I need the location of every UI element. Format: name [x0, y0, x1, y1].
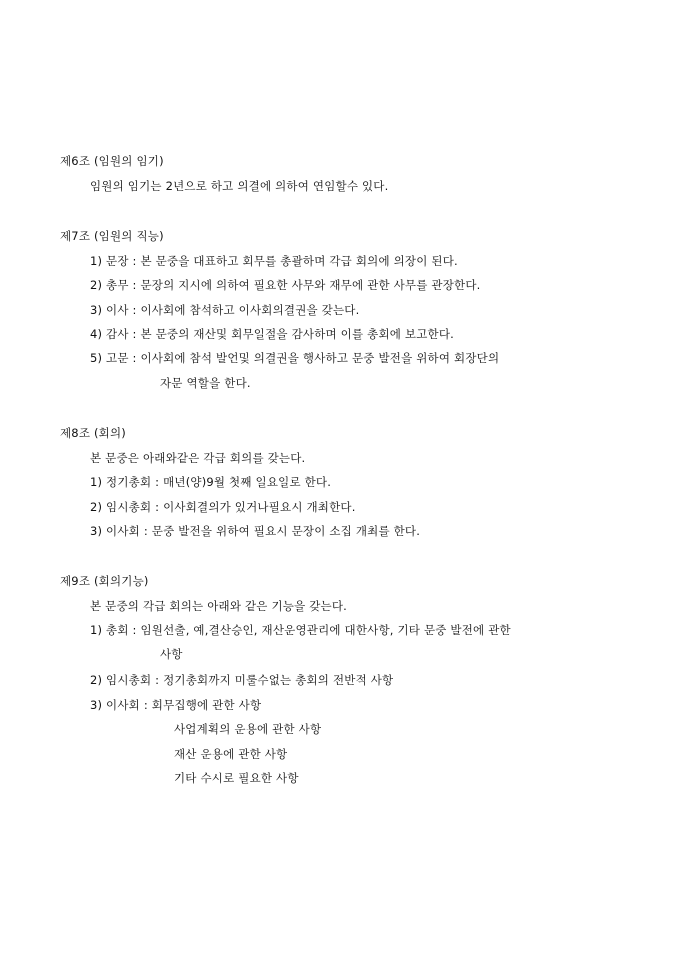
article-9-item-3-sub-3: 기타 수시로 필요한 사항: [174, 771, 299, 785]
article-9-intro: 본 문중의 각급 회의는 아래와 같은 기능을 갖는다.: [90, 599, 348, 613]
article-9-item-1-continuation: 사항: [160, 647, 183, 661]
article-7-item-5-continuation: 자문 역할을 한다.: [160, 376, 251, 390]
article-9-item-3: 3) 이사회 : 회무집행에 관한 사항: [90, 698, 262, 712]
article-7-item-2: 2) 총무 : 문장의 지시에 의하여 필요한 사무와 재무에 관한 사무를 관장한다.: [90, 278, 481, 292]
article-7-item-3: 3) 이사 : 이사회에 참석하고 이사회의결권을 갖는다.: [90, 303, 360, 317]
article-8-intro: 본 문중은 아래와같은 각급 회의를 갖는다.: [90, 451, 306, 465]
article-7-item-1: 1) 문장 : 본 문중을 대표하고 회무를 총괄하며 각급 회의에 의장이 된다.: [90, 254, 458, 268]
article-9-heading: 제9조 (회의기능): [60, 574, 149, 588]
article-9-item-3-sub-2: 재산 운용에 관한 사항: [174, 747, 288, 761]
article-8-item-1: 1) 정기총회 : 매년(양)9월 첫째 일요일로 한다.: [90, 475, 332, 489]
article-9-item-2: 2) 임시총회 : 정기총회까지 미룰수없는 총회의 전반적 사항: [90, 673, 394, 687]
article-7-item-5: 5) 고문 : 이사회에 참석 발언및 의결권을 행사하고 문중 발전을 위하여 회장단의: [90, 351, 500, 365]
article-7-item-4: 4) 감사 : 본 문중의 재산및 회무일절을 감사하며 이를 총회에 보고한다.: [90, 327, 455, 341]
article-6-text: 임원의 임기는 2년으로 하고 의결에 의하여 연임할수 있다.: [90, 179, 389, 193]
article-6-heading: 제6조 (임원의 임기): [60, 154, 164, 168]
article-9-item-1: 1) 총회 : 임원선출, 예,결산승인, 재산운영관리에 대한사항, 기타 문중 발전에 관한: [90, 623, 511, 637]
article-8-item-2: 2) 임시총회 : 이사회결의가 있거나필요시 개최한다.: [90, 500, 356, 514]
article-7-heading: 제7조 (임원의 직능): [60, 229, 164, 243]
article-8-heading: 제8조 (회의): [60, 426, 126, 440]
article-8-item-3: 3) 이사회 : 문중 발전을 위하여 필요시 문장이 소집 개최를 한다.: [90, 524, 421, 538]
article-9-item-3-sub-1: 사업계획의 운용에 관한 사항: [174, 722, 322, 736]
